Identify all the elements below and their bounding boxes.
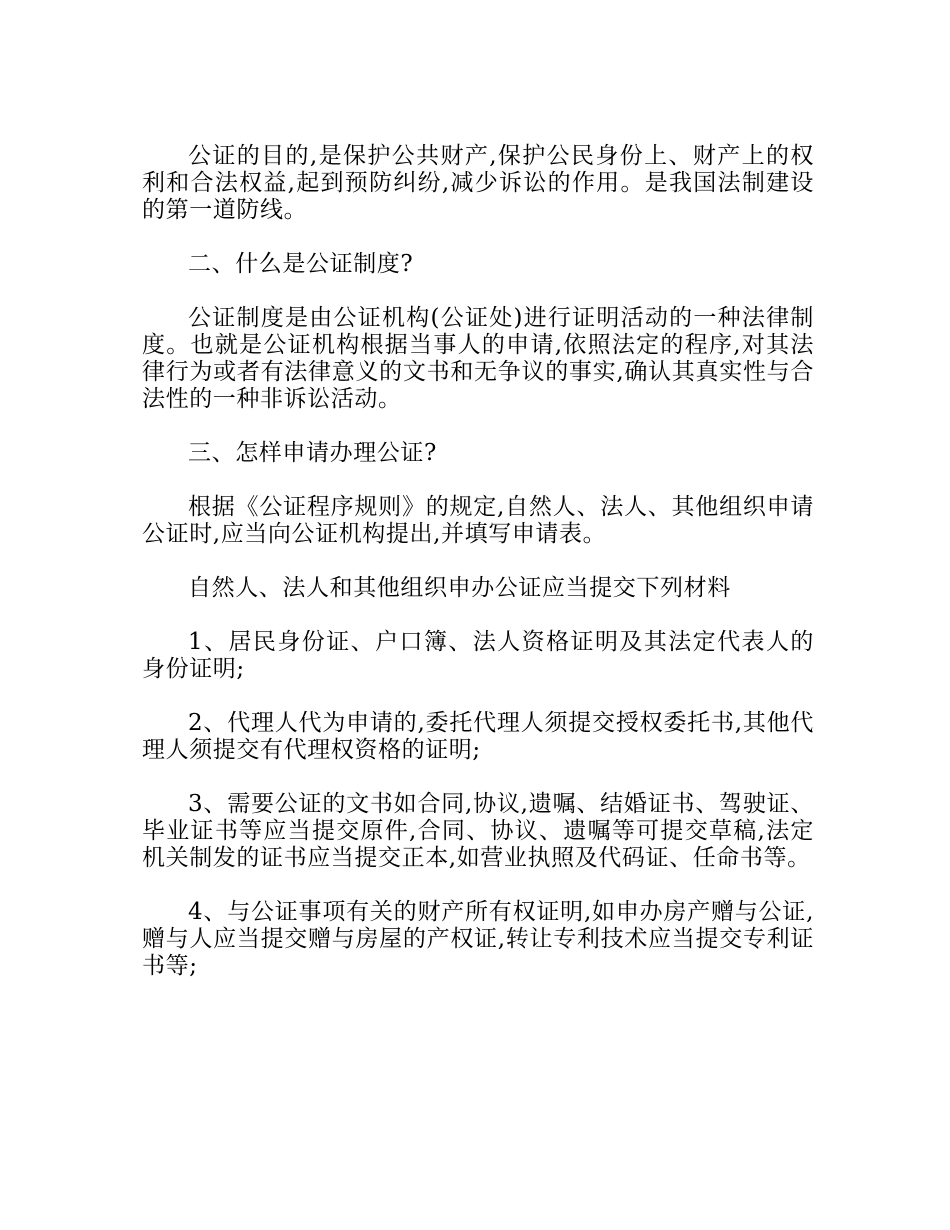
list-item-3: 3、需要公证的文书如合同,协议,遗嘱、结婚证书、驾驶证、毕业证书等应当提交原件,合同、协议、遗嘱等可提交草稿,法定机关制发的证书应当提交正本,如营业执照及代码证、任命书等。 xyxy=(142,791,814,871)
paragraph-required-materials-intro: 自然人、法人和其他组织申办公证应当提交下列材料 xyxy=(188,575,731,601)
document-body xyxy=(142,143,814,1007)
paragraph-purpose: 公证的目的,是保护公共财产,保护公民身份上、财产上的权利和合法权益,起到预防纠纷,减少诉讼的作用。是我国法制建设的第一道防线。 xyxy=(142,143,814,223)
heading-how-to-apply: 三、怎样申请办理公证? xyxy=(188,440,437,466)
paragraph-application-rules: 根据《公证程序规则》的规定,自然人、法人、其他组织申请公证时,应当向公证机构提出,并填写申请表。 xyxy=(142,494,814,547)
heading-what-is-notary-system: 二、什么是公证制度? xyxy=(188,251,414,277)
paragraph-notary-system-definition: 公证制度是由公证机构(公证处)进行证明活动的一种法律制度。也就是公证机构根据当事人的申请,依照法定的程序,对其法律行为或者有法律意义的文书和无争议的事实,确认其真实性与合法性的一种非诉讼活动。 xyxy=(142,305,814,412)
list-item-4: 4、与公证事项有关的财产所有权证明,如申办房产赠与公证,赠与人应当提交赠与房屋的产权证,转让专利技术应当提交专利证书等; xyxy=(142,899,814,979)
list-item-1: 1、居民身份证、户口簿、法人资格证明及其法定代表人的身份证明; xyxy=(142,629,814,682)
list-item-2: 2、代理人代为申请的,委托代理人须提交授权委托书,其他代理人须提交有代理权资格的证明; xyxy=(142,710,814,763)
